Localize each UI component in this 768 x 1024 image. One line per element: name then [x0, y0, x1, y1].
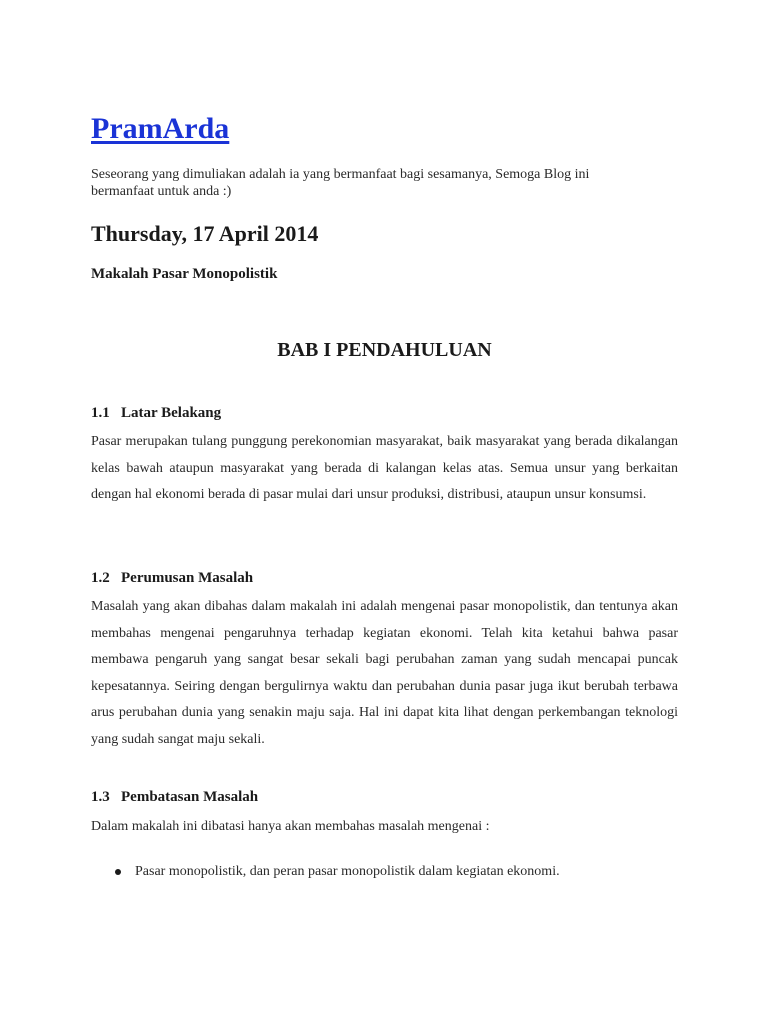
list-item-text: Pasar monopolistik, dan peran pasar monopolistik dalam kegiatan ekonomi.: [135, 864, 560, 879]
section-heading-text: Pembatasan Masalah: [121, 789, 259, 805]
section-heading-text: Perumusan Masalah: [121, 570, 254, 586]
section-number: 1.3: [91, 789, 110, 805]
section-number: 1.2: [91, 570, 110, 586]
section-body-perumusan-masalah: Masalah yang akan dibahas dalam makalah ini adalah mengenai pasar monopolistik, dan tentunya akan membahas mengenai pengaruhnya terhadap kegiatan ekonomi. Telah kita ketahui bahwa pasar membawa pengaruh yang sangat besar sekali bagi perubahan zaman yang sudah mencapai puncak kepesatannya. Seiring dengan bergulirnya waktu dan perubahan dunia pasar juga ikut berubah terbawa arus perubahan dunia yang senakin maju saja. Hal ini dapat kita lihat dengan perkembangan teknologi yang sudah sangat maju sekali.: [91, 599, 678, 747]
list-item: [91, 860, 560, 884]
chapter-title: BAB I PENDAHULUAN: [277, 339, 492, 361]
blog-title: [91, 110, 229, 148]
section-heading-pembatasan-masalah: [91, 787, 258, 807]
section-heading-text: Latar Belakang: [121, 405, 222, 421]
section-heading-perumusan-masalah: [91, 568, 253, 588]
section-body-latar-belakang: Pasar merupakan tulang punggung perekonomian masyarakat, baik masyarakat yang berada dikalangan kelas bawah ataupun masyarakat yang berada di kalangan kelas atas. Semua unsur yang berkaitan dengan hal ekonomi berada di pasar mulai dari unsur produksi, distribusi, ataupun unsur konsumsi.: [91, 434, 678, 502]
section-number: 1.1: [91, 405, 110, 421]
blog-title-link[interactable]: PramArda: [91, 112, 230, 145]
bullet-list: [91, 860, 560, 884]
bullet-icon: [115, 869, 121, 875]
blog-description: Seseorang yang dimuliakan adalah ia yang bermanfaat bagi sesamanya, Semoga Blog ini bermanfaat untuk anda :): [91, 167, 590, 199]
post-date: Thursday, 17 April 2014: [91, 221, 319, 246]
section-heading-latar-belakang: [91, 403, 221, 423]
section-body-pembatasan-masalah: Dalam makalah ini dibatasi hanya akan membahas masalah mengenai :: [91, 819, 490, 834]
post-title: Makalah Pasar Monopolistik: [91, 266, 278, 282]
